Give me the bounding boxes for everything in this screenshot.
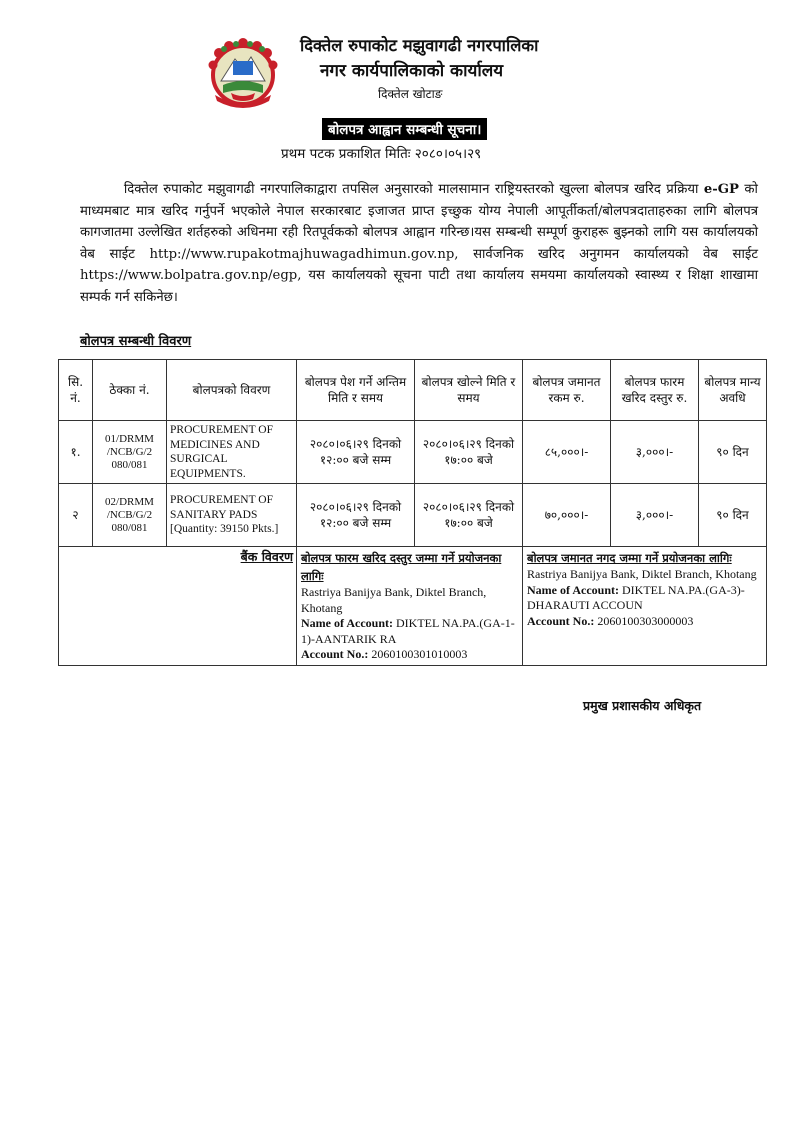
notice-body-part2: को माध्यमबाट मात्र खरिद गर्नुपर्ने भएकोले नेपाल सरकारबाट इजाजत प्राप्त इच्छुक योग्य नेपाली आपूर्तीकर्ता/बोलपत्रदाताहरुका लागि बोलपत्र कागजातमा उल्लेखित शर्तहरुको अधिनमा रही रितपूर्वकको बोलपत्र आह्वान गरिन्छ।यस सम्बन्धी सम्पूर्ण कुराहरू बुझ्नको लागि यस कार्यालयको वेब साईट http://www.rupakotmajhuwagadhimun.gov.np, सार्वजनिक खरिद अनुगमन कार्यालयको वेब साईट https://www.bolpatra.gov.np/egp, यस कार्यालयको सूचना पाटी तथा कार्यालय समयमा कार्यालयको स्वास्थ्य र शिक्षा शाखामा सम्पर्क गर्न सकिनेछ। <box>80 182 758 305</box>
egp-term: e-GP <box>703 182 739 197</box>
cell-description: PROCUREMENT OF SANITARY PADS [Quantity: 39150 Pkts.] <box>167 484 297 547</box>
office-location: दिक्तेल खोटाङ <box>378 87 443 101</box>
form-fee-account-no-label: Account No.: <box>301 647 369 661</box>
cell-contract-no: 02/DRMM /NCB/G/2 080/081 <box>93 484 167 547</box>
security-account-name: DIKTEL NA.PA.(GA-3)-DHARAUTI ACCOUN <box>527 582 745 612</box>
bid-details-table <box>58 359 767 666</box>
security-account-no-label: Account No.: <box>527 613 595 628</box>
table-header-row <box>59 360 767 421</box>
bank-details-label: बैंक विवरण <box>93 547 297 666</box>
cell-validity: ९० दिन <box>699 484 767 547</box>
cell-security: ८५,०००।- <box>523 421 611 484</box>
form-fee-bank-details <box>297 547 523 666</box>
col-header-security: बोलपत्र जमानत रकम रु. <box>523 360 611 421</box>
col-header-sn: सि. नं. <box>59 360 93 421</box>
cell-fee: ३,०००।- <box>611 421 699 484</box>
table-row <box>59 484 767 547</box>
cell-opening: २०८०।०६।२९ दिनको १७:०० बजे <box>415 421 523 484</box>
col-header-validity: बोलपत्र मान्य अवधि <box>699 360 767 421</box>
cell-submission: २०८०।०६।२९ दिनको १२:०० बजे सम्म <box>297 484 415 547</box>
table-row <box>59 421 767 484</box>
form-fee-heading: बोलपत्र फारम खरिद दस्तुर जम्मा गर्ने प्रयोजनका लागिः <box>301 551 502 583</box>
security-account-name-label: Name of Account: <box>527 582 619 597</box>
org-name: दिक्तेल रुपाकोट मझुवागढी नगरपालिका <box>300 36 539 55</box>
cell-validity: ९० दिन <box>699 421 767 484</box>
bank-row-spacer <box>59 547 93 666</box>
office-name: नगर कार्यपालिकाको कार्यालय <box>320 61 504 81</box>
cell-submission: २०८०।०६।२९ दिनको १२:०० बजे सम्म <box>297 421 415 484</box>
cell-security: ७०,०००।- <box>523 484 611 547</box>
security-bank-details <box>523 547 767 666</box>
security-account-no: 2060100303000003 <box>597 613 694 628</box>
published-date: प्रथम पटक प्रकाशित मितिः २०८०।०५।२९ <box>281 146 482 162</box>
col-header-description: बोलपत्रको विवरण <box>167 360 297 421</box>
cell-sn: १. <box>59 421 93 484</box>
cell-description: PROCUREMENT OF MEDICINES AND SURGICAL EQUIPMENTS. <box>167 421 297 484</box>
form-fee-account-name-label: Name of Account: <box>301 616 393 630</box>
form-fee-account-no: 2060100301010003 <box>371 647 468 661</box>
cell-sn: २ <box>59 484 93 547</box>
security-heading: बोलपत्र जमानत नगद जम्मा गर्ने प्रयोजनका लागिः <box>527 551 732 565</box>
col-header-submission: बोलपत्र पेश गर्ने अन्तिम मिति र समय <box>297 360 415 421</box>
notice-title: बोलपत्र आह्वान सम्बन्धी सूचना। <box>322 118 487 140</box>
notice-body-part1: दिक्तेल रुपाकोट मझुवागढी नगरपालिकाद्वारा तपसिल अनुसारको मालसामान राष्ट्रियस्तरको खुल्ला बोलपत्र खरिद प्रक्रिया <box>123 182 704 197</box>
bank-details-row <box>59 547 767 666</box>
form-fee-bank-name: Rastriya Banijya Bank, Diktel Branch, Khotang <box>301 585 487 615</box>
section-heading: बोलपत्र सम्बन्धी विवरण <box>80 334 192 349</box>
form-fee-account-name: DIKTEL NA.PA.(GA-1-1)-AANTARIK RA <box>301 616 515 646</box>
security-bank-name: Rastriya Banijya Bank, Diktel Branch, Khotang <box>527 567 757 581</box>
signature-title: प्रमुख प्रशासकीय अधिकृत <box>583 698 702 713</box>
col-header-opening: बोलपत्र खोल्ने मिति र समय <box>415 360 523 421</box>
col-header-fee: बोलपत्र फारम खरिद दस्तुर रु. <box>611 360 699 421</box>
col-header-contract-no: ठेक्का नं. <box>93 360 167 421</box>
cell-opening: २०८०।०६।२९ दिनको १७:०० बजे <box>415 484 523 547</box>
cell-fee: ३,०००।- <box>611 484 699 547</box>
nepal-emblem-logo <box>205 37 281 109</box>
cell-contract-no: 01/DRMM /NCB/G/2 080/081 <box>93 421 167 484</box>
notice-body <box>80 179 758 309</box>
